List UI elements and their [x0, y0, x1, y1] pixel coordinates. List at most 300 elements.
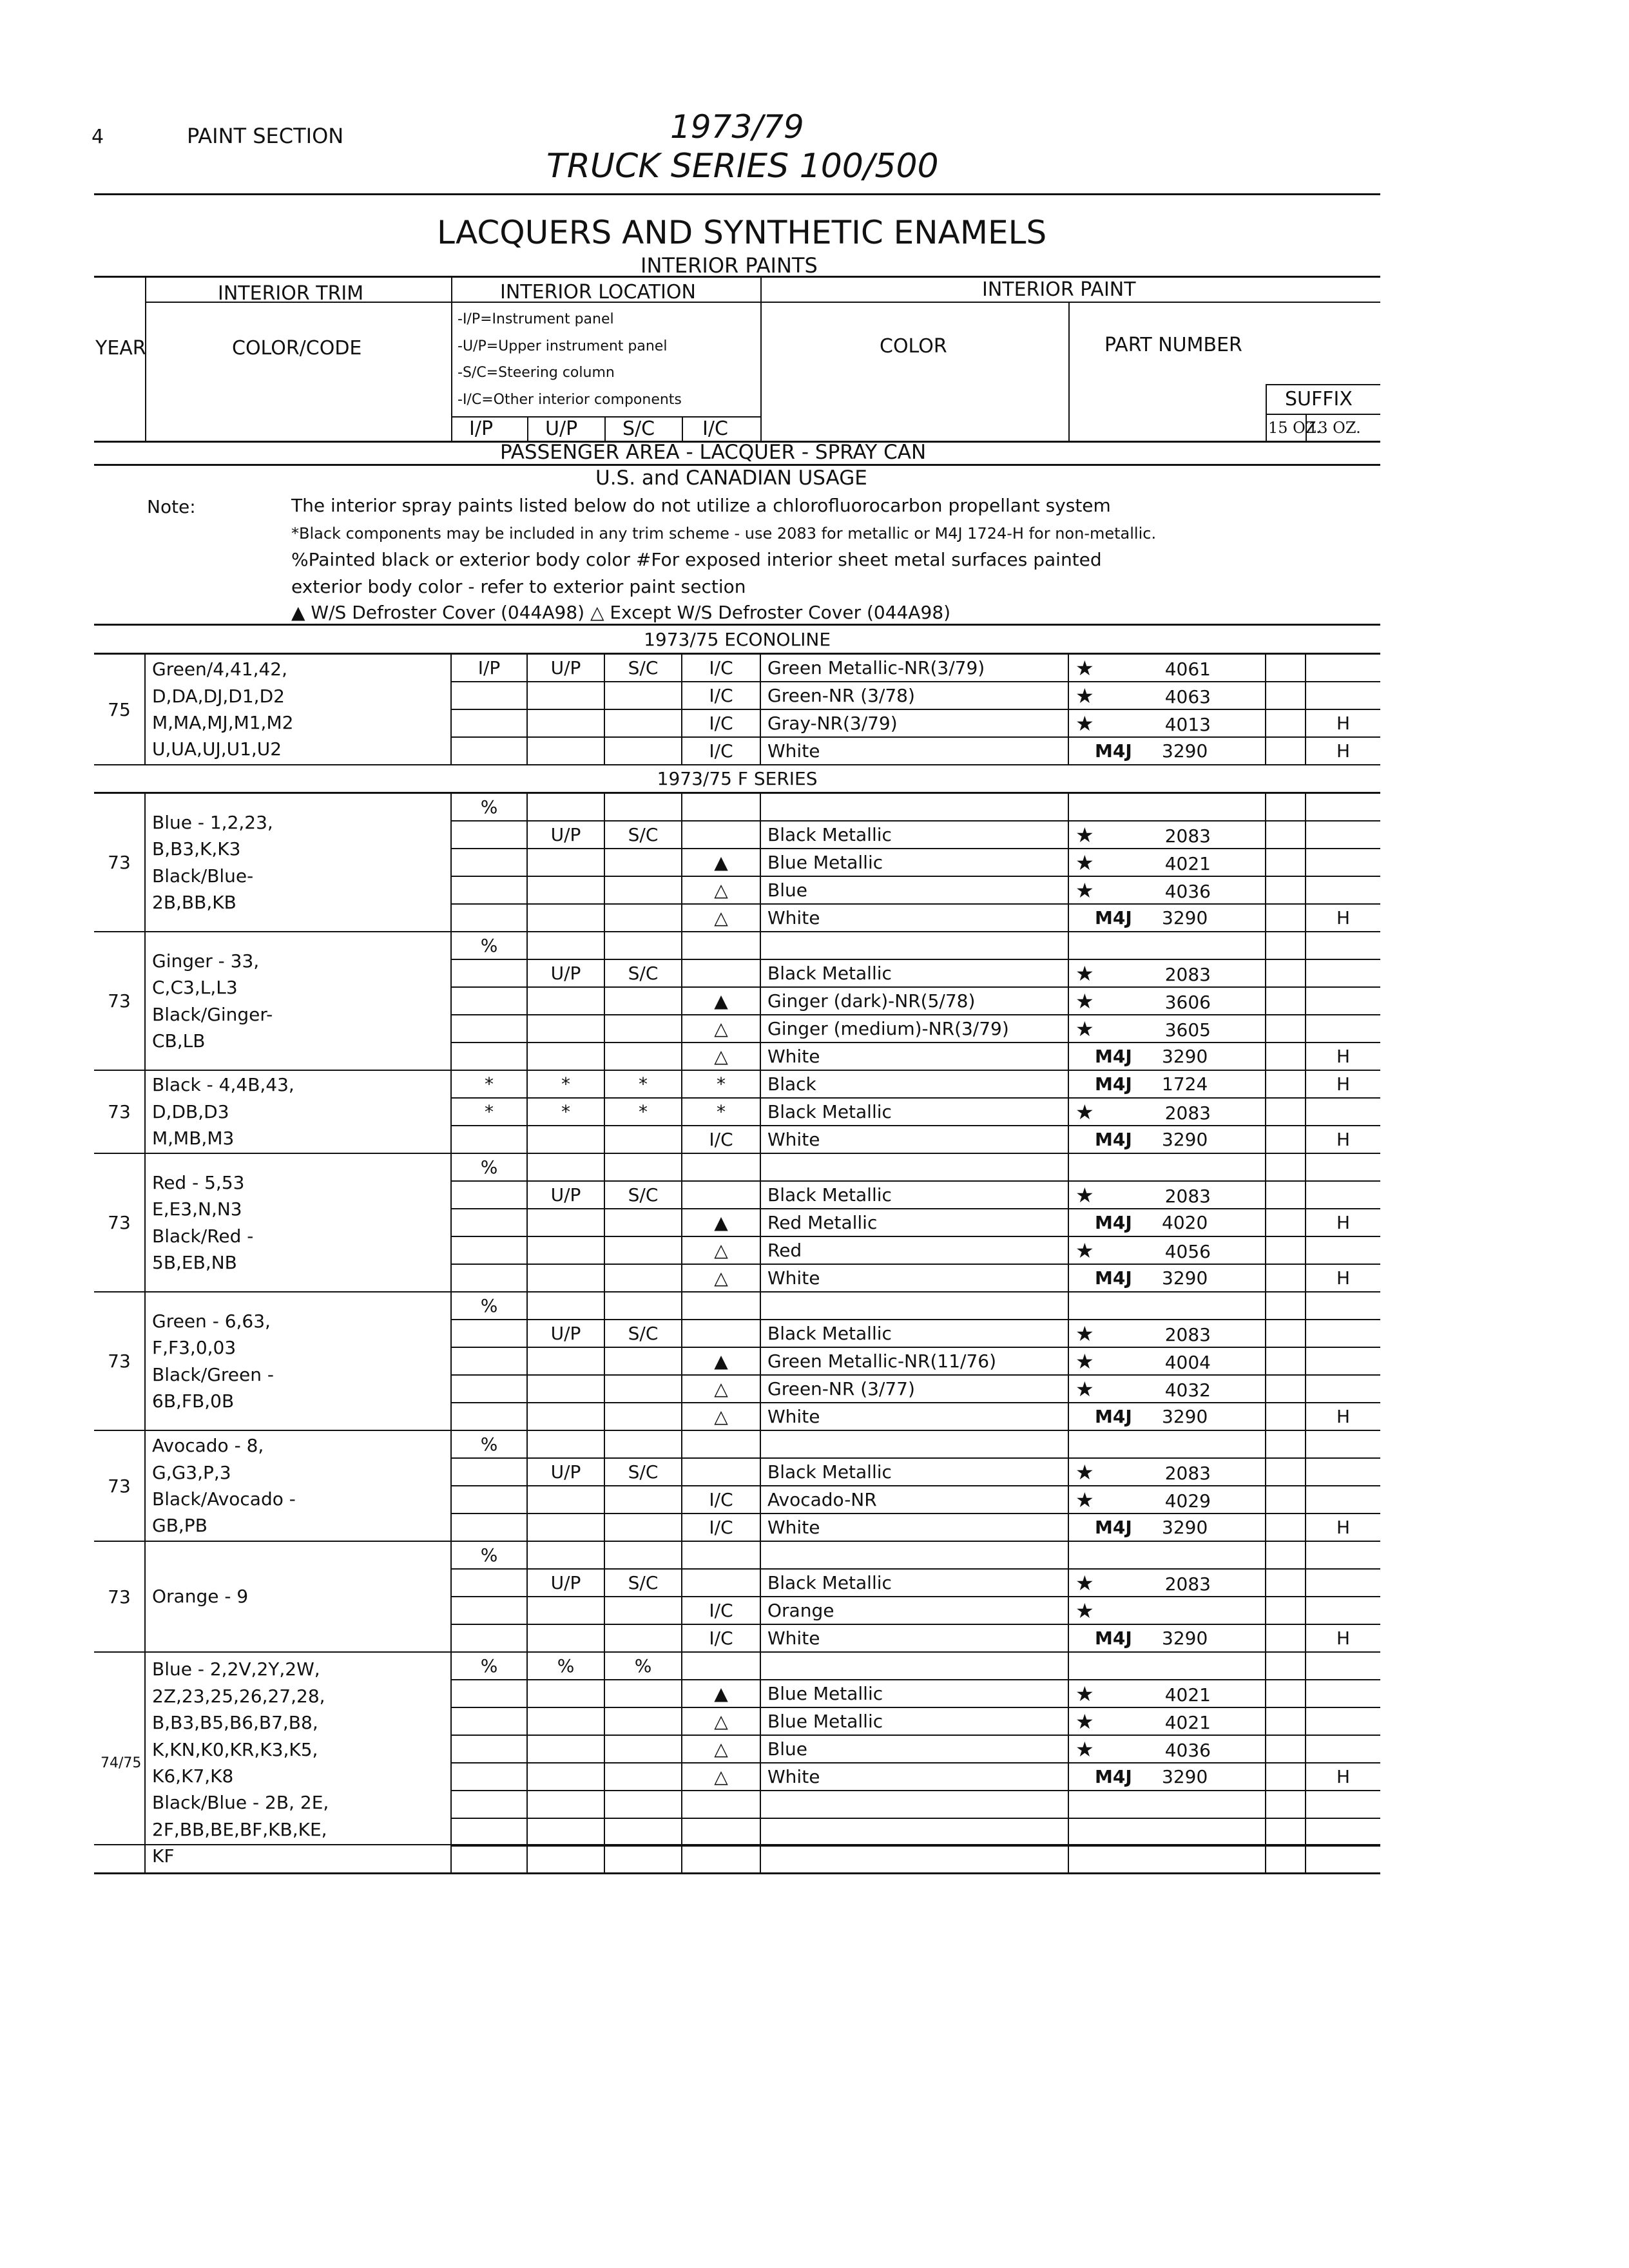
suffix-13oz-cell — [1306, 987, 1380, 1015]
star-icon: ★ — [1075, 961, 1094, 986]
location-ip-cell — [451, 1403, 527, 1430]
location-ic-cell: * — [682, 1098, 760, 1126]
part-number: 3290 — [1162, 1517, 1208, 1538]
part-prefix: M4J — [1095, 740, 1132, 762]
location-sc-cell: * — [604, 1098, 682, 1126]
part-number-cell — [1068, 1458, 1266, 1486]
suffix-15oz-cell — [1266, 1098, 1306, 1126]
part-prefix: M4J — [1095, 1212, 1132, 1233]
part-number-cell — [1068, 1015, 1266, 1043]
location-ip-cell: % — [451, 1430, 527, 1458]
table-row — [94, 1070, 1380, 1098]
paint-color-cell: Black — [760, 1070, 1068, 1098]
location-ic-cell: ▲ — [682, 1209, 760, 1236]
location-ip-cell — [451, 1514, 527, 1541]
location-ic-cell: I/C — [682, 709, 760, 737]
location-ic-cell — [682, 1153, 760, 1181]
location-sc-cell — [604, 1043, 682, 1070]
part-number: 4063 — [1164, 686, 1211, 707]
suffix-15oz-cell — [1266, 1763, 1306, 1791]
suffix-15oz-cell — [1266, 1791, 1306, 1818]
part-number-cell — [1068, 1846, 1266, 1874]
location-sc-cell — [604, 1209, 682, 1236]
part-number: 4061 — [1164, 658, 1211, 680]
page-number: 4 — [92, 126, 104, 148]
location-col-ip: I/P — [469, 418, 494, 440]
location-sc-cell: S/C — [604, 1320, 682, 1347]
paint-color-cell — [760, 1846, 1068, 1874]
suffix-13oz-cell — [1306, 1569, 1380, 1597]
location-ip-cell: % — [451, 1153, 527, 1181]
trim-code-line: Black/Blue - 2B, 2E, — [152, 1792, 329, 1814]
location-sc-cell — [604, 1403, 682, 1430]
location-up-cell — [527, 1680, 604, 1707]
location-sc-cell — [604, 1236, 682, 1264]
part-number-cell — [1068, 1320, 1266, 1347]
suffix-13oz-cell — [1306, 1292, 1380, 1320]
location-up-cell — [527, 1153, 604, 1181]
part-number: 4021 — [1164, 1711, 1211, 1733]
part-number-header: PART NUMBER — [1104, 334, 1242, 356]
trim-code-line: Blue - 1,2,23, — [152, 811, 273, 833]
suffix-15oz-cell — [1266, 1541, 1306, 1569]
star-icon: ★ — [1075, 1681, 1094, 1706]
location-sc-cell: S/C — [604, 1458, 682, 1486]
part-number: 4056 — [1164, 1240, 1211, 1262]
part-number-cell — [1068, 1514, 1266, 1541]
location-sc-cell — [604, 1791, 682, 1818]
location-col-ic: I/C — [702, 418, 728, 440]
suffix-15oz-cell — [1266, 1181, 1306, 1209]
paint-color-cell: Green-NR (3/78) — [760, 682, 1068, 709]
paint-color-cell: Blue — [760, 1735, 1068, 1763]
location-sc-cell — [604, 709, 682, 737]
location-sc-cell — [604, 987, 682, 1015]
trim-code-line: Black - 4,4B,43, — [152, 1074, 294, 1096]
part-number-cell — [1068, 876, 1266, 904]
suffix-13oz-cell — [1306, 959, 1380, 987]
location-ic-cell: △ — [682, 1264, 760, 1292]
part-number: 3290 — [1162, 907, 1208, 928]
trim-code-line: Green/4,41,42, — [152, 658, 287, 680]
star-icon: ★ — [1075, 850, 1094, 875]
paint-color-cell: Black Metallic — [760, 1320, 1068, 1347]
paint-color-cell — [760, 1791, 1068, 1818]
trim-code-line: M,MB,M3 — [152, 1128, 235, 1149]
color-code-header: COLOR/CODE — [232, 337, 362, 360]
suffix-13oz-cell — [1306, 932, 1380, 959]
paint-color-cell — [760, 1430, 1068, 1458]
star-icon: ★ — [1075, 822, 1094, 847]
location-ic-cell — [682, 1569, 760, 1597]
suffix-15oz-cell — [1266, 1236, 1306, 1264]
location-up-cell — [527, 1818, 604, 1846]
part-number-cell — [1068, 1375, 1266, 1403]
table-row — [94, 1430, 1380, 1458]
suffix-13oz-cell — [1306, 1320, 1380, 1347]
star-icon: ★ — [1075, 1182, 1094, 1207]
location-ic-cell: I/C — [682, 654, 760, 682]
location-ic-cell: I/C — [682, 737, 760, 765]
location-ic-cell — [682, 821, 760, 849]
part-number: 4036 — [1164, 1739, 1211, 1761]
part-prefix: M4J — [1095, 907, 1132, 928]
location-sc-cell — [604, 1763, 682, 1791]
suffix-15oz-cell — [1266, 737, 1306, 765]
part-number: 4021 — [1164, 1684, 1211, 1706]
location-sc-cell — [604, 1292, 682, 1320]
paint-color-cell: Red Metallic — [760, 1209, 1068, 1236]
part-prefix: M4J — [1095, 1766, 1132, 1787]
location-ip-cell — [451, 1264, 527, 1292]
part-number-cell — [1068, 1153, 1266, 1181]
location-ip-cell: % — [451, 932, 527, 959]
location-up-cell — [527, 1209, 604, 1236]
table-row — [94, 654, 1380, 682]
star-icon: ★ — [1075, 1376, 1094, 1401]
location-ip-cell: % — [451, 793, 527, 822]
paint-color-cell: Avocado-NR — [760, 1486, 1068, 1514]
location-up-cell: U/P — [527, 654, 604, 682]
document-title-years: 1973/79 — [670, 108, 804, 146]
location-up-cell — [527, 1236, 604, 1264]
location-up-cell — [527, 1292, 604, 1320]
location-ip-cell — [451, 1846, 527, 1874]
year-cell: 75 — [94, 654, 145, 765]
trim-code-cell — [145, 1153, 451, 1292]
trim-code-line: F,F3,0,03 — [152, 1337, 236, 1359]
trim-code-line: M,MA,MJ,M1,M2 — [152, 712, 294, 733]
trim-code-line: Black/Green - — [152, 1363, 274, 1385]
suffix-13oz-cell — [1306, 1015, 1380, 1043]
bottom-rule — [94, 1844, 1380, 1845]
part-number-cell — [1068, 1569, 1266, 1597]
part-number: 3606 — [1164, 991, 1211, 1013]
suffix-15oz-cell — [1266, 1043, 1306, 1070]
part-number: 4004 — [1164, 1351, 1211, 1373]
trim-code-cell — [145, 1292, 451, 1430]
location-up-cell — [527, 876, 604, 904]
location-up-cell — [527, 1486, 604, 1514]
suffix-15oz-cell — [1266, 1375, 1306, 1403]
trim-code-line: D,DB,D3 — [152, 1100, 229, 1122]
suffix-13oz-cell: H — [1306, 1126, 1380, 1153]
location-ip-cell — [451, 987, 527, 1015]
location-ic-cell: △ — [682, 904, 760, 932]
suffix-15oz-cell — [1266, 1430, 1306, 1458]
paint-color-cell — [760, 1541, 1068, 1569]
table-row — [94, 932, 1380, 959]
part-number-cell — [1068, 1430, 1266, 1458]
year-cell: 74/75 — [94, 1652, 145, 1874]
part-number-cell — [1068, 987, 1266, 1015]
location-up-cell — [527, 1347, 604, 1375]
location-up-cell: * — [527, 1070, 604, 1098]
location-up-cell — [527, 1403, 604, 1430]
interior-location-header: INTERIOR LOCATION — [500, 281, 696, 303]
location-up-cell — [527, 987, 604, 1015]
table-row — [94, 1541, 1380, 1569]
table-row — [94, 1153, 1380, 1181]
location-sc-cell — [604, 849, 682, 876]
suffix-15oz-cell — [1266, 1403, 1306, 1430]
part-number-cell — [1068, 1070, 1266, 1098]
suffix-13oz-cell — [1306, 849, 1380, 876]
location-sc-cell: S/C — [604, 1181, 682, 1209]
star-icon: ★ — [1075, 1016, 1094, 1041]
suffix-13oz-cell — [1306, 682, 1380, 709]
paint-color-cell — [760, 1818, 1068, 1846]
suffix-13oz-cell: H — [1306, 1043, 1380, 1070]
location-ic-cell — [682, 1181, 760, 1209]
location-ip-cell — [451, 904, 527, 932]
location-up-cell — [527, 904, 604, 932]
location-sc-cell — [604, 1264, 682, 1292]
location-up-cell — [527, 1541, 604, 1569]
suffix-15oz-cell — [1266, 1735, 1306, 1763]
location-sc-cell — [604, 932, 682, 959]
part-number-cell — [1068, 1292, 1266, 1320]
suffix-13oz-cell — [1306, 1735, 1380, 1763]
location-up-cell — [527, 682, 604, 709]
paint-color-cell: Green Metallic-NR(11/76) — [760, 1347, 1068, 1375]
star-icon: ★ — [1075, 711, 1094, 736]
table-row — [94, 1292, 1380, 1320]
location-col-up: U/P — [545, 418, 578, 440]
sub-heading: INTERIOR PAINTS — [641, 253, 818, 278]
paint-color-cell: White — [760, 1043, 1068, 1070]
suffix-13oz-cell — [1306, 1818, 1380, 1846]
part-number-cell — [1068, 1486, 1266, 1514]
location-legend-sc: -S/C=Steering column — [458, 365, 615, 381]
location-ip-cell — [451, 1791, 527, 1818]
location-up-cell: * — [527, 1098, 604, 1126]
suffix-13oz-cell: H — [1306, 1763, 1380, 1791]
location-ip-cell — [451, 1181, 527, 1209]
part-prefix: M4J — [1095, 1406, 1132, 1427]
location-up-cell — [527, 709, 604, 737]
location-ic-cell: △ — [682, 1735, 760, 1763]
part-number-cell — [1068, 1680, 1266, 1707]
suffix-15oz-cell — [1266, 959, 1306, 987]
location-up-cell — [527, 1846, 604, 1874]
part-number-cell — [1068, 1541, 1266, 1569]
suffix-13oz-cell: H — [1306, 1209, 1380, 1236]
location-up-cell: U/P — [527, 821, 604, 849]
part-number-cell — [1068, 1818, 1266, 1846]
suffix-15oz-cell — [1266, 1126, 1306, 1153]
location-ip-cell: I/P — [451, 654, 527, 682]
note-line-1: The interior spray paints listed below do not utilize a chlorofluorocarbon propellant system — [291, 495, 1111, 516]
trim-code-cell — [145, 932, 451, 1070]
location-ic-cell — [682, 1846, 760, 1874]
location-ic-cell: I/C — [682, 1624, 760, 1652]
suffix-header: SUFFIX — [1285, 388, 1353, 410]
location-sc-cell — [604, 1541, 682, 1569]
paint-color-cell: Orange — [760, 1597, 1068, 1624]
note-line-3: %Painted black or exterior body color #For exposed interior sheet metal surfaces painted — [291, 549, 1102, 570]
location-ic-cell: ▲ — [682, 987, 760, 1015]
location-up-cell — [527, 1375, 604, 1403]
location-sc-cell — [604, 1514, 682, 1541]
part-number-cell — [1068, 737, 1266, 765]
part-number: 2083 — [1164, 963, 1211, 985]
location-ip-cell — [451, 1347, 527, 1375]
location-up-cell — [527, 1791, 604, 1818]
part-prefix: M4J — [1095, 1628, 1132, 1649]
suffix-13oz-cell — [1306, 1430, 1380, 1458]
location-sc-cell: S/C — [604, 1569, 682, 1597]
paint-color-cell: Black Metallic — [760, 821, 1068, 849]
trim-code-line: U,UA,UJ,U1,U2 — [152, 738, 282, 760]
suffix-13oz-cell — [1306, 1541, 1380, 1569]
trim-code-line: Blue - 2,2V,2Y,2W, — [152, 1658, 320, 1680]
location-ip-cell — [451, 737, 527, 765]
suffix-15oz-cell — [1266, 1153, 1306, 1181]
location-up-cell: % — [527, 1652, 604, 1680]
location-ip-cell: * — [451, 1098, 527, 1126]
paint-color-cell: Gray-NR(3/79) — [760, 709, 1068, 737]
paint-color-cell — [760, 1153, 1068, 1181]
suffix-13oz-cell — [1306, 1181, 1380, 1209]
year-header: YEAR — [95, 337, 146, 360]
part-number-cell — [1068, 1735, 1266, 1763]
location-ip-cell — [451, 1624, 527, 1652]
location-ip-cell — [451, 1569, 527, 1597]
part-number: 3290 — [1162, 1129, 1208, 1150]
location-ic-cell: △ — [682, 1763, 760, 1791]
location-ip-cell — [451, 821, 527, 849]
location-up-cell — [527, 1514, 604, 1541]
star-icon: ★ — [1075, 1321, 1094, 1346]
suffix-15oz-cell — [1266, 1486, 1306, 1514]
paint-color-cell: Ginger (medium)-NR(3/79) — [760, 1015, 1068, 1043]
part-number-cell — [1068, 1763, 1266, 1791]
part-prefix: M4J — [1095, 1046, 1132, 1067]
star-icon: ★ — [1075, 1570, 1094, 1595]
location-ip-cell — [451, 709, 527, 737]
location-ip-cell — [451, 1126, 527, 1153]
location-up-cell — [527, 932, 604, 959]
suffix-15oz-cell — [1266, 1514, 1306, 1541]
section-label: PAINT SECTION — [187, 124, 344, 148]
location-ic-cell — [682, 932, 760, 959]
part-number-cell — [1068, 1652, 1266, 1680]
suffix-15oz-cell — [1266, 1569, 1306, 1597]
location-up-cell — [527, 1735, 604, 1763]
location-ip-cell — [451, 1458, 527, 1486]
paint-color-cell: White — [760, 904, 1068, 932]
part-number-cell — [1068, 709, 1266, 737]
location-ic-cell: △ — [682, 1236, 760, 1264]
trim-code-line: Green - 6,63, — [152, 1310, 271, 1332]
location-ip-cell — [451, 1209, 527, 1236]
paint-color-cell: White — [760, 737, 1068, 765]
trim-code-line: E,E3,N,N3 — [152, 1198, 242, 1220]
location-ic-cell: I/C — [682, 1126, 760, 1153]
location-ic-cell — [682, 1458, 760, 1486]
location-ip-cell — [451, 1320, 527, 1347]
location-up-cell — [527, 1126, 604, 1153]
paint-color-cell: Black Metallic — [760, 1181, 1068, 1209]
location-ic-cell: △ — [682, 1707, 760, 1735]
main-heading: LACQUERS AND SYNTHETIC ENAMELS — [437, 214, 1047, 251]
part-number-cell — [1068, 1098, 1266, 1126]
paint-color-cell — [760, 1652, 1068, 1680]
location-up-cell — [527, 1043, 604, 1070]
table-row — [94, 793, 1380, 822]
trim-code-line: 2Z,23,25,26,27,28, — [152, 1685, 325, 1707]
part-number: 3605 — [1164, 1019, 1211, 1041]
suffix-13oz-cell — [1306, 1486, 1380, 1514]
trim-code-line: Ginger - 33, — [152, 950, 260, 972]
paint-color-cell: White — [760, 1514, 1068, 1541]
location-ip-cell — [451, 1818, 527, 1846]
trim-code-line: K6,K7,K8 — [152, 1765, 234, 1787]
part-number: 2083 — [1164, 1462, 1211, 1484]
trim-code-cell — [145, 1541, 451, 1652]
part-number: 3290 — [1162, 1406, 1208, 1427]
trim-code-line: KF — [152, 1845, 175, 1867]
part-number: 2083 — [1164, 1102, 1211, 1124]
part-number: 3290 — [1162, 1628, 1208, 1649]
trim-code-line: Black/Ginger- — [152, 1003, 273, 1025]
location-ip-cell — [451, 876, 527, 904]
suffix-15oz-cell — [1266, 849, 1306, 876]
paint-color-cell — [760, 1292, 1068, 1320]
paint-color-cell: Black Metallic — [760, 1098, 1068, 1126]
location-sc-cell — [604, 737, 682, 765]
note-line-4: exterior body color - refer to exterior paint section — [291, 576, 746, 597]
location-sc-cell — [604, 1375, 682, 1403]
trim-code-line: GB,PB — [152, 1515, 207, 1537]
suffix-15oz-cell — [1266, 1347, 1306, 1375]
part-prefix: M4J — [1095, 1073, 1132, 1095]
location-up-cell — [527, 793, 604, 822]
trim-code-line: 2B,BB,KB — [152, 891, 236, 913]
location-ic-cell: △ — [682, 1375, 760, 1403]
star-icon: ★ — [1075, 988, 1094, 1014]
location-up-cell — [527, 1624, 604, 1652]
star-icon: ★ — [1075, 878, 1094, 903]
location-up-cell — [527, 1264, 604, 1292]
suffix-col-13oz: 13 OZ. — [1308, 419, 1361, 437]
part-number: 2083 — [1164, 1185, 1211, 1207]
location-sc-cell: S/C — [604, 959, 682, 987]
location-ic-cell: I/C — [682, 1514, 760, 1541]
trim-code-line: Red - 5,53 — [152, 1171, 245, 1193]
part-number-cell — [1068, 1236, 1266, 1264]
part-number: 1724 — [1162, 1073, 1208, 1095]
location-up-cell: U/P — [527, 1569, 604, 1597]
part-number-cell — [1068, 793, 1266, 822]
section-header-row — [94, 626, 1380, 654]
location-ip-cell — [451, 1680, 527, 1707]
star-icon: ★ — [1075, 1598, 1094, 1623]
suffix-13oz-cell — [1306, 1153, 1380, 1181]
location-ic-cell: ▲ — [682, 1680, 760, 1707]
location-ip-cell — [451, 682, 527, 709]
part-number-cell — [1068, 1597, 1266, 1624]
location-sc-cell — [604, 1015, 682, 1043]
location-ip-cell — [451, 1735, 527, 1763]
paint-color-cell: White — [760, 1264, 1068, 1292]
location-up-cell — [527, 737, 604, 765]
suffix-13oz-cell — [1306, 1707, 1380, 1735]
trim-code-line: Black/Red - — [152, 1225, 254, 1247]
location-ic-cell: △ — [682, 1015, 760, 1043]
suffix-13oz-cell — [1306, 1597, 1380, 1624]
